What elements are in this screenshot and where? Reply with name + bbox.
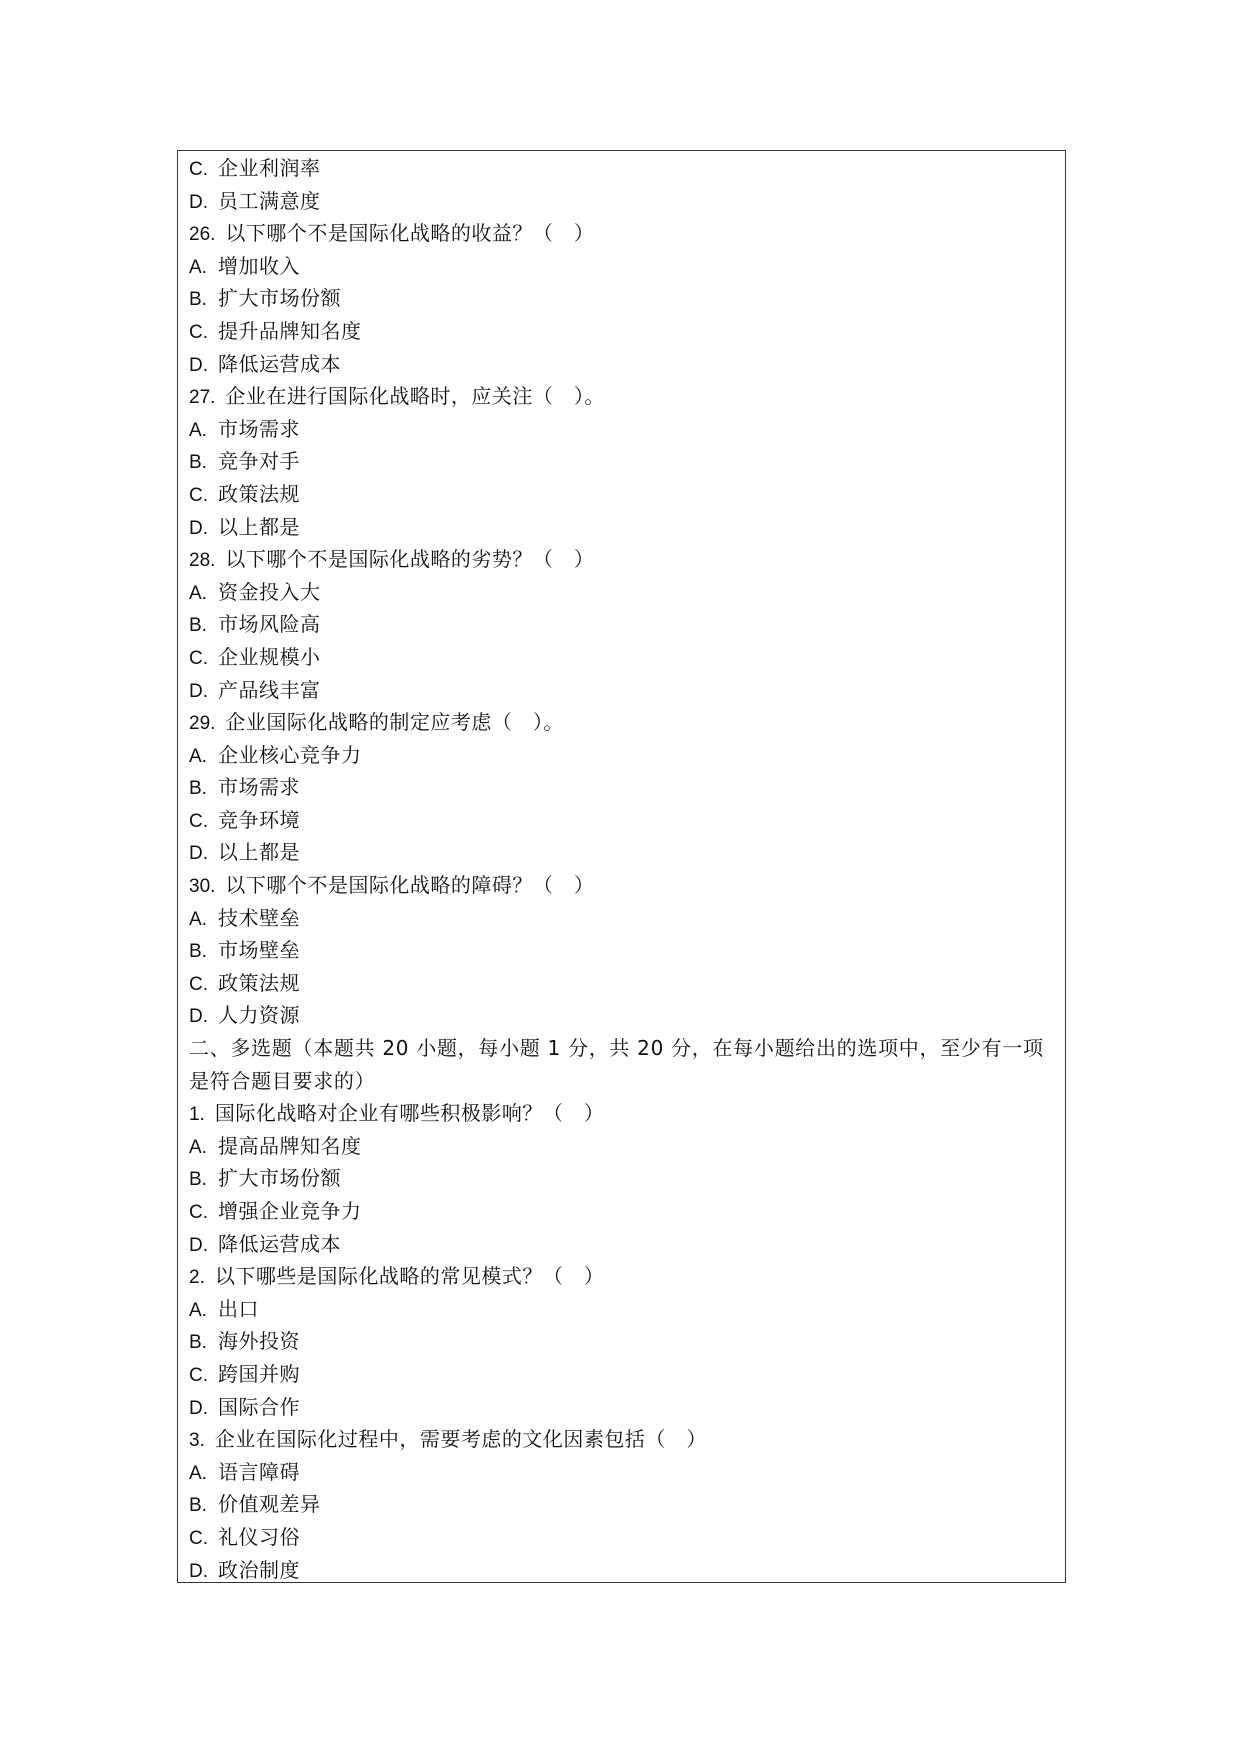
option-text: 降低运营成本 — [218, 1231, 341, 1256]
option-line — [189, 315, 1059, 348]
option-letter: A. — [189, 582, 207, 604]
option-line — [189, 804, 1059, 837]
option-line — [189, 185, 1059, 218]
option-text: 价值观差异 — [218, 1492, 321, 1517]
option-line — [189, 674, 1059, 707]
question-text: 企业在进行国际化战略时，应关注（ ）。 — [225, 384, 605, 409]
option-letter: D. — [189, 1234, 208, 1256]
option-letter: B. — [189, 1495, 207, 1517]
option-text: 技术壁垒 — [218, 905, 300, 930]
question-number: 29. — [189, 713, 216, 735]
option-text: 以上都是 — [218, 840, 300, 865]
option-line — [189, 1293, 1059, 1326]
option-line — [189, 1521, 1059, 1554]
option-line — [189, 1228, 1059, 1261]
question-number: 2. — [189, 1267, 205, 1289]
question-text: 企业国际化战略的制定应考虑（ ）。 — [225, 710, 564, 735]
option-line — [189, 445, 1059, 478]
option-text: 海外投资 — [218, 1329, 300, 1354]
option-line — [189, 1456, 1059, 1489]
question-number: 28. — [189, 550, 216, 572]
option-letter: C. — [189, 159, 208, 180]
option-letter: D. — [189, 354, 208, 376]
option-letter: D. — [189, 680, 208, 702]
option-line — [189, 1554, 1059, 1587]
option-letter: A. — [189, 1136, 207, 1158]
option-letter: B. — [189, 289, 207, 311]
question-stem — [189, 1097, 1059, 1130]
option-letter: B. — [189, 615, 207, 637]
question-text: 以下哪个不是国际化战略的障碍？（ ） — [225, 873, 595, 898]
option-letter: D. — [189, 1560, 208, 1582]
option-letter: C. — [189, 973, 208, 995]
question-number: 26. — [189, 224, 216, 246]
option-line — [189, 1488, 1059, 1521]
option-letter: B. — [189, 941, 207, 963]
option-text: 企业利润率 — [218, 156, 321, 180]
option-text: 市场风险高 — [218, 612, 321, 637]
question-stem — [189, 380, 1059, 413]
option-line — [189, 641, 1059, 674]
option-text: 国际合作 — [218, 1394, 300, 1419]
document-body — [189, 152, 1059, 1586]
option-line — [189, 739, 1059, 772]
option-text: 竞争环境 — [218, 807, 300, 832]
question-text: 以下哪个不是国际化战略的收益？（ ） — [225, 221, 595, 246]
option-text: 提升品牌知名度 — [218, 318, 362, 343]
option-line — [189, 1195, 1059, 1228]
option-text: 提高品牌知名度 — [218, 1133, 362, 1158]
question-stem — [189, 1260, 1059, 1293]
option-text: 扩大市场份额 — [218, 1166, 341, 1191]
option-line — [189, 348, 1059, 381]
option-letter: A. — [189, 1299, 207, 1321]
option-text: 资金投入大 — [218, 579, 321, 604]
option-text: 政策法规 — [218, 481, 300, 506]
option-line — [189, 836, 1059, 869]
option-letter: C. — [189, 484, 208, 506]
option-text: 企业核心竞争力 — [218, 742, 362, 767]
option-letter: C. — [189, 1202, 208, 1223]
option-letter: D. — [189, 191, 208, 213]
option-letter: C. — [189, 1364, 208, 1386]
option-line — [189, 576, 1059, 609]
option-letter: A. — [189, 908, 207, 930]
question-text: 以下哪个不是国际化战略的劣势？（ ） — [225, 547, 595, 572]
question-stem — [189, 543, 1059, 576]
question-text: 企业在国际化过程中，需要考虑的文化因素包括（ ） — [214, 1427, 707, 1452]
option-text: 企业规模小 — [218, 644, 321, 669]
question-text: 国际化战略对企业有哪些积极影响？（ ） — [214, 1101, 605, 1126]
option-line — [189, 771, 1059, 804]
option-line — [189, 1358, 1059, 1391]
option-text: 以上都是 — [218, 514, 300, 539]
option-line — [189, 152, 1059, 185]
option-letter: D. — [189, 517, 208, 539]
option-line — [189, 967, 1059, 1000]
option-line — [189, 1325, 1059, 1358]
option-letter: D. — [189, 843, 208, 865]
question-stem — [189, 706, 1059, 739]
option-line — [189, 902, 1059, 935]
question-stem — [189, 1423, 1059, 1456]
option-text: 市场壁垒 — [218, 938, 300, 963]
question-stem — [189, 869, 1059, 902]
option-text: 语言障碍 — [218, 1459, 300, 1484]
option-text: 礼仪习俗 — [218, 1524, 300, 1549]
option-line — [189, 282, 1059, 315]
option-letter: D. — [189, 1397, 208, 1419]
option-letter: D. — [189, 1006, 208, 1028]
option-line — [189, 478, 1059, 511]
option-letter: C. — [189, 647, 208, 669]
option-text: 扩大市场份额 — [218, 286, 341, 311]
question-stem — [189, 217, 1059, 250]
option-text: 降低运营成本 — [218, 351, 341, 376]
option-text: 出口 — [218, 1296, 259, 1321]
option-text: 政治制度 — [218, 1557, 300, 1582]
option-line — [189, 608, 1059, 641]
option-letter: A. — [189, 745, 207, 767]
question-text: 以下哪些是国际化战略的常见模式？（ ） — [214, 1264, 605, 1289]
option-line — [189, 1391, 1059, 1424]
option-letter: C. — [189, 321, 208, 343]
option-letter: B. — [189, 1332, 207, 1354]
option-line — [189, 999, 1059, 1032]
option-text: 人力资源 — [218, 1003, 300, 1028]
option-line — [189, 1130, 1059, 1163]
option-text: 产品线丰富 — [218, 677, 321, 702]
option-letter: B. — [189, 1169, 207, 1191]
option-line — [189, 511, 1059, 544]
option-letter: A. — [189, 256, 207, 278]
option-text: 政策法规 — [218, 970, 300, 995]
option-text: 市场需求 — [218, 416, 300, 441]
option-letter: C. — [189, 810, 208, 832]
question-number: 30. — [189, 876, 216, 898]
section-heading: 二、多选题（本题共 20 小题，每小题 1 分，共 20 分，在每小题给出的选项中，至少有一项是符合题目要求的） — [189, 1036, 1044, 1093]
question-number: 3. — [189, 1430, 205, 1452]
option-text: 增强企业竞争力 — [218, 1199, 362, 1223]
option-letter: A. — [189, 419, 207, 441]
option-line — [189, 934, 1059, 967]
question-number: 27. — [189, 387, 216, 409]
option-text: 员工满意度 — [218, 188, 321, 213]
option-text: 竞争对手 — [218, 449, 300, 474]
option-letter: B. — [189, 778, 207, 800]
option-text: 跨国并购 — [218, 1361, 300, 1386]
option-letter: B. — [189, 452, 207, 474]
option-letter: A. — [189, 1462, 207, 1484]
option-text: 市场需求 — [218, 775, 300, 800]
option-letter: C. — [189, 1527, 208, 1549]
option-text: 增加收入 — [218, 253, 300, 278]
option-line — [189, 413, 1059, 446]
option-line — [189, 1162, 1059, 1195]
option-line — [189, 250, 1059, 283]
question-number: 1. — [189, 1104, 205, 1126]
